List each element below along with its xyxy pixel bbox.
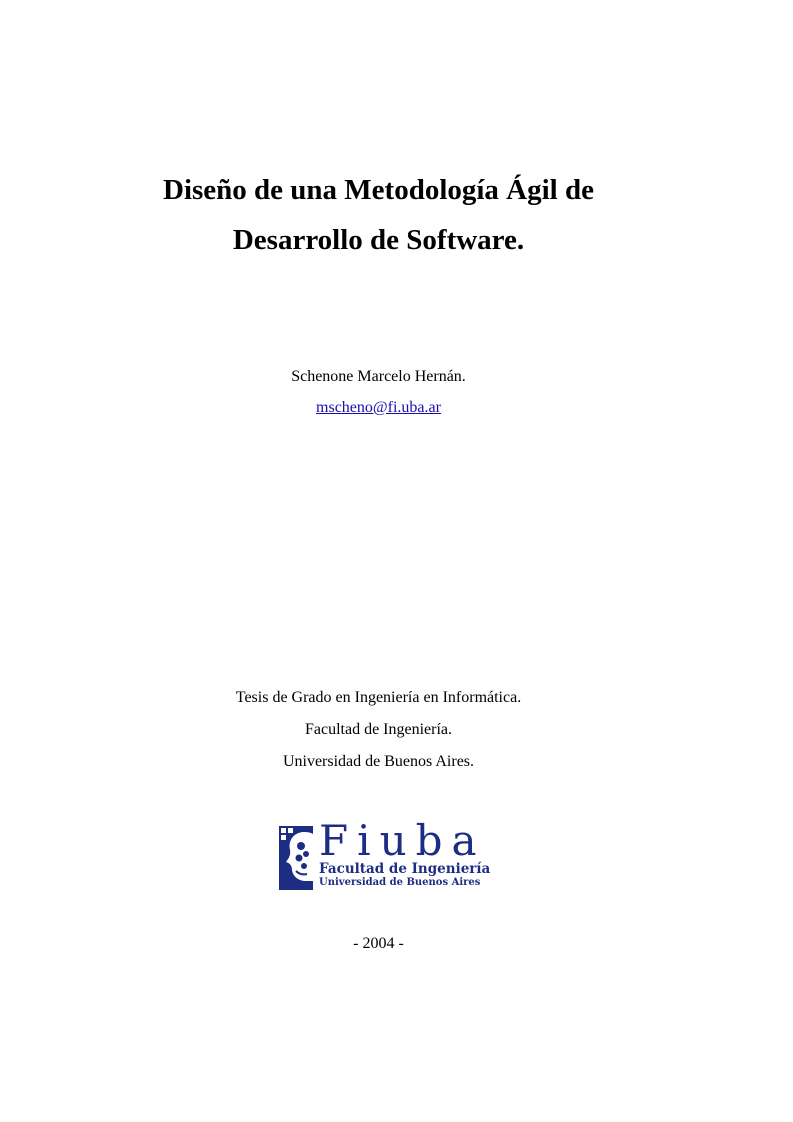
logo-faculty: Facultad de Ingeniería [319,861,491,877]
faculty-name: Facultad de Ingeniería. [304,721,453,738]
logo-wordmark: Fiuba [319,816,486,865]
university-name: Universidad de Buenos Aires. [282,753,475,770]
author-email-link[interactable]: mscheno@fi.uba.ar [316,399,441,416]
year: - 2004 - [353,935,404,952]
author-email-row [0,398,757,418]
thesis-degree: Tesis de Grado en Ingeniería en Informática. [235,689,522,706]
fiuba-emblem-icon [279,826,313,890]
logo-university: Universidad de Buenos Aires [319,877,481,888]
fiuba-logo [279,816,491,892]
author-name: Schenone Marcelo Hernán. [291,368,466,385]
title-line-1: Diseño de una Metodología Ágil de [163,174,594,206]
title-line-2: Desarrollo de Software. [232,224,525,256]
